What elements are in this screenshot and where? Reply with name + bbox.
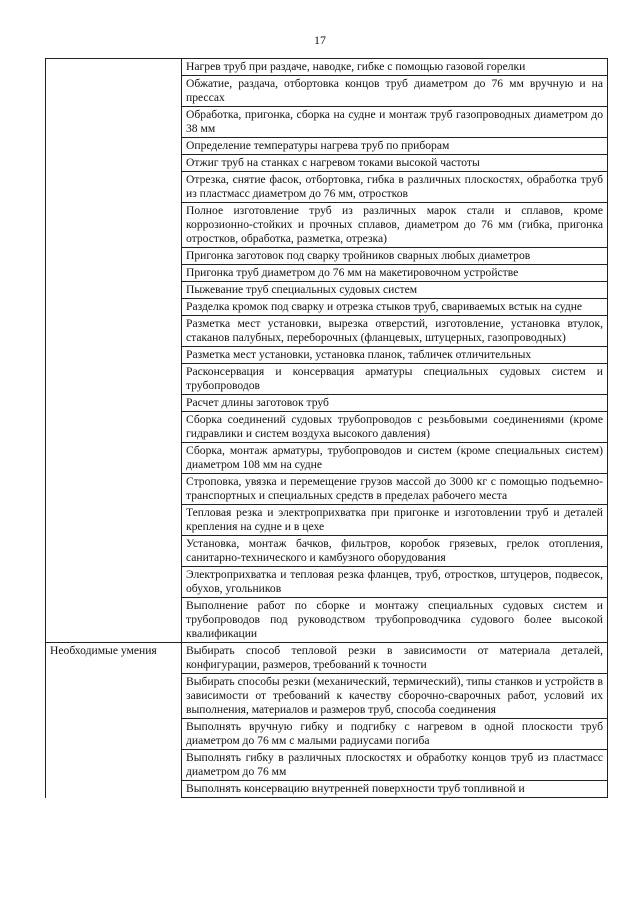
table-row [46, 347, 608, 364]
table-row [46, 598, 608, 643]
table-row [46, 138, 608, 155]
requirement-cell: Разделка кромок под сварку и отрезка стыков труб, свариваемых встык на судне [182, 299, 608, 316]
page-number: 17 [314, 33, 326, 47]
table-row [46, 364, 608, 395]
requirement-cell: Выбирать способ тепловой резки в зависимости от материала деталей, конфигурации, размеров, требований к точности [182, 643, 608, 674]
table-row [46, 203, 608, 248]
table-row [46, 781, 608, 798]
table-row [46, 299, 608, 316]
requirement-cell: Отжиг труб на станках с нагревом токами высокой частоты [182, 155, 608, 172]
section-label-cell [46, 316, 182, 347]
section-label-cell [46, 299, 182, 316]
table-row [46, 719, 608, 750]
table-row [46, 674, 608, 719]
requirement-cell: Выполнять консервацию внутренней поверхности труб топливной и [182, 781, 608, 798]
section-label-cell [46, 172, 182, 203]
requirement-cell: Пригонка труб диаметром до 76 мм на макетировочном устройстве [182, 265, 608, 282]
table-row [46, 59, 608, 76]
requirement-cell: Выполнение работ по сборке и монтажу специальных судовых систем и трубопроводов под руководством трубопроводчика судового более высокой квалификации [182, 598, 608, 643]
table-row [46, 76, 608, 107]
section-label-cell [46, 598, 182, 643]
table-row [46, 443, 608, 474]
section-label-cell [46, 282, 182, 299]
requirement-cell: Пыжевание труб специальных судовых систем [182, 282, 608, 299]
section-label-cell [46, 107, 182, 138]
table-row [46, 107, 608, 138]
section-label-cell [46, 536, 182, 567]
requirement-cell: Выполнять вручную гибку и подгибку с нагревом в одной плоскости труб диаметром до 76 мм с малыми радиусами погиба [182, 719, 608, 750]
requirement-cell: Разметка мест установки, вырезка отверстий, изготовление, установка втулок, стаканов палубных, переборочных (фланцевых, штуцерных, газопроводных) [182, 316, 608, 347]
section-label-skills: Необходимые умения [46, 643, 182, 674]
section-label-cell [46, 674, 182, 719]
section-label-cell [46, 505, 182, 536]
section-label-cell [46, 203, 182, 248]
requirement-cell: Расконсервация и консервация арматуры специальных судовых систем и трубопроводов [182, 364, 608, 395]
requirement-cell: Нагрев труб при раздаче, наводке, гибке с помощью газовой горелки [182, 59, 608, 76]
requirement-cell: Пригонка заготовок под сварку тройников сварных любых диаметров [182, 248, 608, 265]
section-label-cell [46, 364, 182, 395]
section-label-cell [46, 395, 182, 412]
section-label-cell [46, 59, 182, 76]
section-label-cell [46, 719, 182, 750]
requirement-cell: Выполнять гибку в различных плоскостях и обработку концов труб из пластмасс диаметром до 76 мм [182, 750, 608, 781]
section-label-cell [46, 347, 182, 364]
section-label-cell [46, 265, 182, 282]
table-row [46, 474, 608, 505]
requirement-cell: Определение температуры нагрева труб по приборам [182, 138, 608, 155]
requirement-cell: Расчет длины заготовок труб [182, 395, 608, 412]
table-row [46, 412, 608, 443]
table-row [46, 395, 608, 412]
section-label-cell [46, 443, 182, 474]
table-row [46, 155, 608, 172]
requirement-cell: Выбирать способы резки (механический, термический), типы станков и устройств в зависимости от требований к качеству сборочно-сварочных работ, условий их выполнения, материалов и размеров труб, способа соединения [182, 674, 608, 719]
section-label-cell [46, 750, 182, 781]
section-label-cell [46, 76, 182, 107]
table-row [46, 316, 608, 347]
requirement-cell: Разметка мест установки, установка планок, табличек отличительных [182, 347, 608, 364]
qualification-table [45, 58, 608, 798]
requirement-cell: Сборка соединений судовых трубопроводов с резьбовыми соединениями (кроме гидравлики и систем воздуха высокого давления) [182, 412, 608, 443]
table-row [46, 248, 608, 265]
table-row [46, 172, 608, 203]
requirement-cell: Электроприхватка и тепловая резка фланцев, труб, отростков, штуцеров, подвесок, обухов, угольников [182, 567, 608, 598]
requirement-cell: Сборка, монтаж арматуры, трубопроводов и систем (кроме специальных систем) диаметром 108 мм на судне [182, 443, 608, 474]
requirement-cell: Строповка, увязка и перемещение грузов массой до 3000 кг с помощью подъемно-транспортных и специальных средств в пределах рабочего места [182, 474, 608, 505]
table-row [46, 536, 608, 567]
table-row [46, 643, 608, 674]
section-label-cell [46, 138, 182, 155]
section-label-cell [46, 474, 182, 505]
section-label-cell [46, 155, 182, 172]
table-row [46, 505, 608, 536]
section-label-cell [46, 248, 182, 265]
table-row [46, 750, 608, 781]
requirement-cell: Обжатие, раздача, отбортовка концов труб диаметром до 76 мм вручную и на прессах [182, 76, 608, 107]
section-label-cell [46, 412, 182, 443]
requirement-cell: Обработка, пригонка, сборка на судне и монтаж труб газопроводных диаметром до 38 мм [182, 107, 608, 138]
table-row [46, 265, 608, 282]
requirement-cell: Отрезка, снятие фасок, отбортовка, гибка в различных плоскостях, обработка труб из пластмасс диаметром до 76 мм, отростков [182, 172, 608, 203]
table-row [46, 282, 608, 299]
table-row [46, 567, 608, 598]
requirement-cell: Полное изготовление труб из различных марок стали и сплавов, кроме коррозионно-стойких и прочных сплавов, диаметром до 76 мм (гибка, пригонка отростков, обработка, разметка, отрезка) [182, 203, 608, 248]
section-label-cell [46, 567, 182, 598]
requirement-cell: Тепловая резка и электроприхватка при пригонке и изготовлении труб и деталей крепления на судне и в цехе [182, 505, 608, 536]
section-label-cell [46, 781, 182, 798]
requirement-cell: Установка, монтаж бачков, фильтров, коробок грязевых, грелок отопления, санитарно-технического и камбузного оборудования [182, 536, 608, 567]
